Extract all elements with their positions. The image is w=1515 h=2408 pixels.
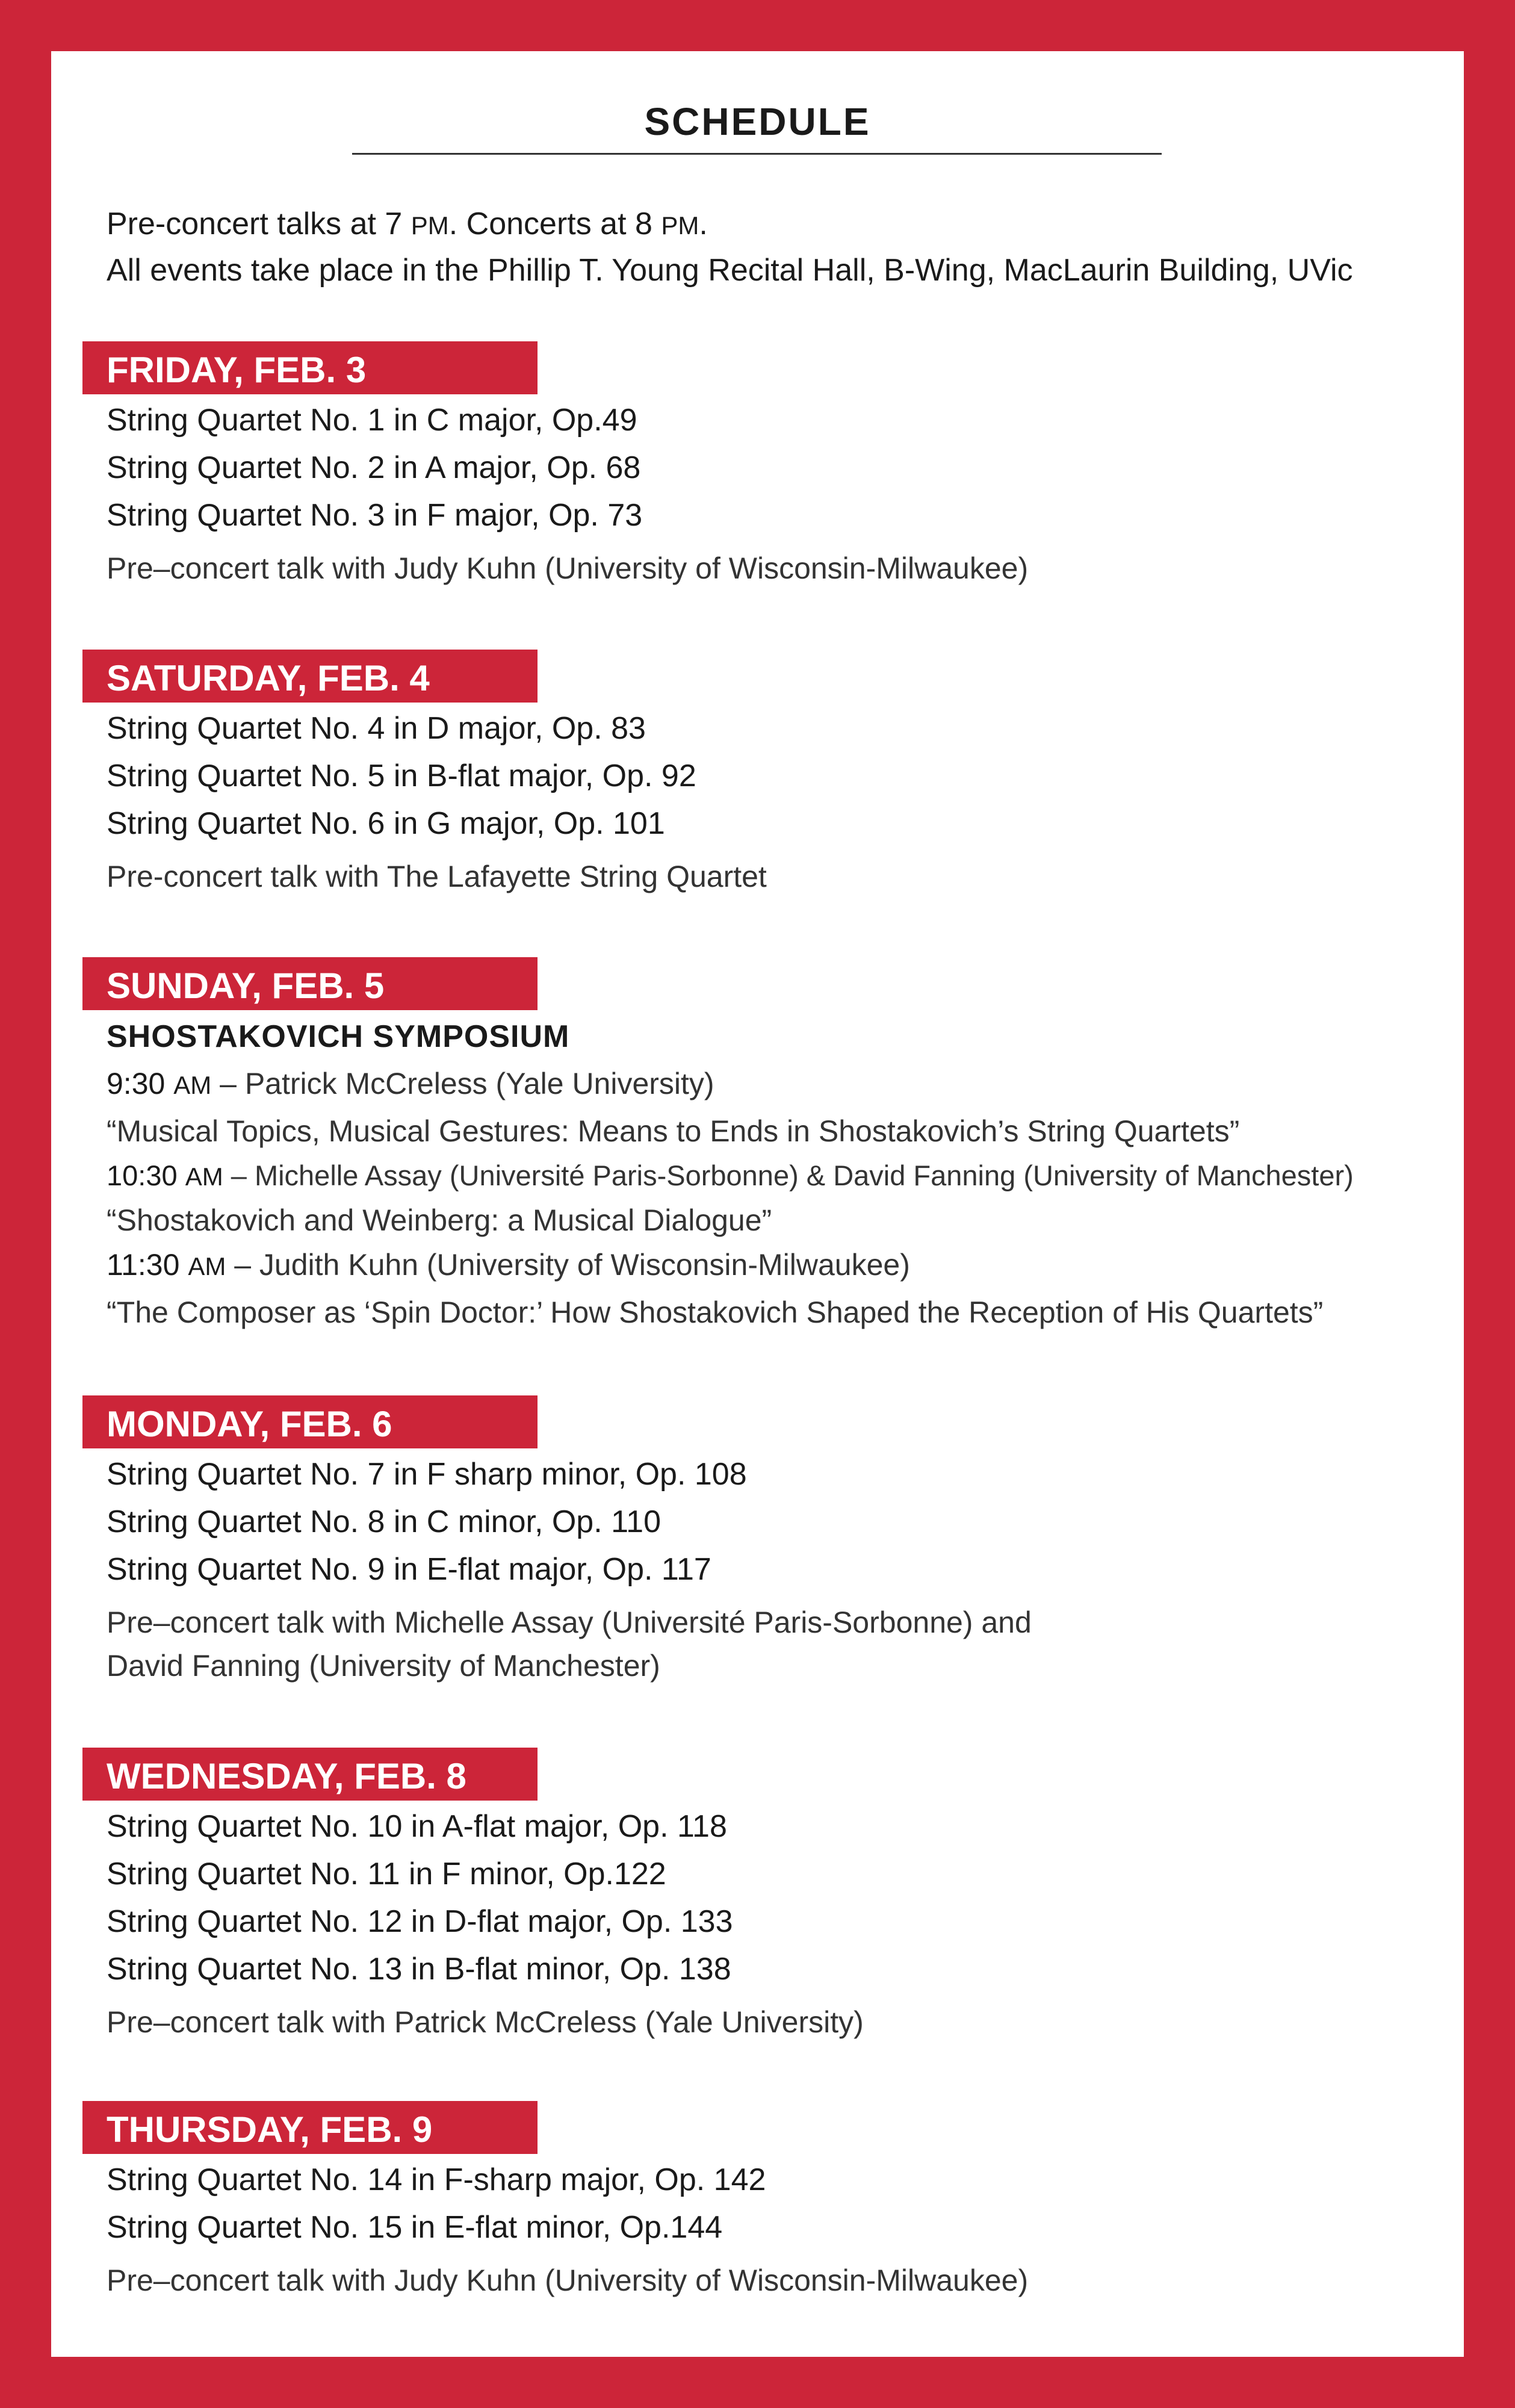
intro-location: All events take place in the Phillip T. Young Recital Hall, B-Wing, MacLaurin Building, UVic	[107, 253, 1353, 288]
day-section-wednesday	[82, 1748, 1443, 2044]
symposium-heading: SHOSTAKOVICH SYMPOSIUM	[107, 1019, 570, 1054]
quartet-item: String Quartet No. 10 in A-flat major, Op. 118	[107, 1809, 727, 1844]
day-items	[82, 2156, 1443, 2302]
day-section-monday	[82, 1395, 1443, 1687]
session-time-wrap	[107, 1248, 226, 1282]
day-section-friday	[82, 341, 1443, 590]
concerts-pm: PM	[661, 211, 699, 240]
session-topic: “The Composer as ‘Spin Doctor:’ How Shostakovich Shaped the Reception of His Quartets”	[107, 1296, 1324, 1329]
quartet-item: String Quartet No. 5 in B-flat major, Op. 92	[107, 759, 696, 793]
day-section-thursday	[82, 2101, 1443, 2302]
session-time-wrap	[107, 1159, 223, 1191]
schedule-panel	[51, 51, 1464, 2357]
session-am: AM	[188, 1252, 226, 1280]
concerts-end: .	[699, 206, 708, 241]
quartet-item: String Quartet No. 8 in C minor, Op. 110	[107, 1504, 661, 1539]
pre-concert-talk: Pre–concert talk with Patrick McCreless (Yale University)	[107, 2005, 864, 2039]
day-heading: SATURDAY, FEB. 4	[82, 650, 538, 703]
session-speaker-text: – Michelle Assay (Université Paris-Sorbonne) & David Fanning (University of Manchester)	[223, 1159, 1354, 1191]
talks-sep: . Concerts at 8	[448, 206, 652, 241]
day-items	[82, 1451, 1443, 1687]
day-heading: THURSDAY, FEB. 9	[82, 2101, 538, 2154]
session-topic: “Musical Topics, Musical Gestures: Means to Ends in Shostakovich’s String Quartets”	[107, 1114, 1240, 1148]
session-speaker	[107, 1061, 1443, 1108]
day-heading: FRIDAY, FEB. 3	[82, 341, 538, 394]
talks-label: Pre-concert talks at 7	[107, 206, 403, 241]
day-items	[82, 705, 1443, 898]
quartet-item: String Quartet No. 11 in F minor, Op.122	[107, 1857, 666, 1891]
quartet-item: String Quartet No. 6 in G major, Op. 101	[107, 806, 665, 841]
pre-concert-talk-cont: David Fanning (University of Manchester)	[107, 1649, 660, 1683]
session-time: 11:30	[107, 1248, 180, 1282]
intro-block	[107, 202, 1353, 293]
day-heading: SUNDAY, FEB. 5	[82, 957, 538, 1010]
session-am: AM	[185, 1162, 223, 1191]
day-section-saturday	[82, 650, 1443, 898]
quartet-item: String Quartet No. 7 in F sharp minor, Op. 108	[107, 1457, 747, 1492]
quartet-item: String Quartet No. 4 in D major, Op. 83	[107, 711, 646, 746]
quartet-item: String Quartet No. 9 in E-flat major, Op. 117	[107, 1552, 711, 1587]
pre-concert-talk: Pre–concert talk with Michelle Assay (Université Paris-Sorbonne) and	[107, 1606, 1032, 1639]
quartet-item: String Quartet No. 12 in D-flat major, Op. 133	[107, 1904, 733, 1939]
schedule-title: SCHEDULE	[644, 100, 871, 143]
quartet-item: String Quartet No. 13 in B-flat minor, Op. 138	[107, 1952, 731, 1987]
pre-concert-talk: Pre-concert talk with The Lafayette String Quartet	[107, 860, 767, 893]
title-underline	[352, 153, 1162, 155]
symposium-items	[82, 1013, 1443, 1335]
day-items	[82, 1803, 1443, 2044]
day-heading: WEDNESDAY, FEB. 8	[82, 1748, 538, 1801]
quartet-item: String Quartet No. 1 in C major, Op.49	[107, 403, 637, 438]
intro-times	[107, 202, 1353, 248]
session-time: 9:30	[107, 1067, 166, 1100]
session-topic: “Shostakovich and Weinberg: a Musical Dialogue”	[107, 1203, 772, 1237]
session-speaker	[107, 1242, 1443, 1289]
session-time-wrap	[107, 1067, 211, 1100]
day-heading: MONDAY, FEB. 6	[82, 1395, 538, 1448]
pre-concert-talk: Pre–concert talk with Judy Kuhn (University of Wisconsin-Milwaukee)	[107, 2264, 1029, 2297]
quartet-item: String Quartet No. 15 in E-flat minor, Op.144	[107, 2210, 723, 2245]
talks-pm: PM	[411, 211, 449, 240]
quartet-item: String Quartet No. 2 in A major, Op. 68	[107, 450, 641, 485]
session-speaker	[107, 1154, 1443, 1199]
session-speaker-text: – Judith Kuhn (University of Wisconsin-Milwaukee)	[226, 1248, 910, 1282]
pre-concert-talk: Pre–concert talk with Judy Kuhn (University of Wisconsin-Milwaukee)	[107, 551, 1029, 585]
session-am: AM	[173, 1071, 212, 1099]
day-items	[82, 397, 1443, 590]
session-speaker-text: – Patrick McCreless (Yale University)	[211, 1067, 714, 1100]
quartet-item: String Quartet No. 3 in F major, Op. 73	[107, 498, 643, 533]
session-time: 10:30	[107, 1159, 178, 1191]
quartet-item: String Quartet No. 14 in F-sharp major, Op. 142	[107, 2162, 766, 2197]
day-section-sunday	[82, 957, 1443, 1335]
